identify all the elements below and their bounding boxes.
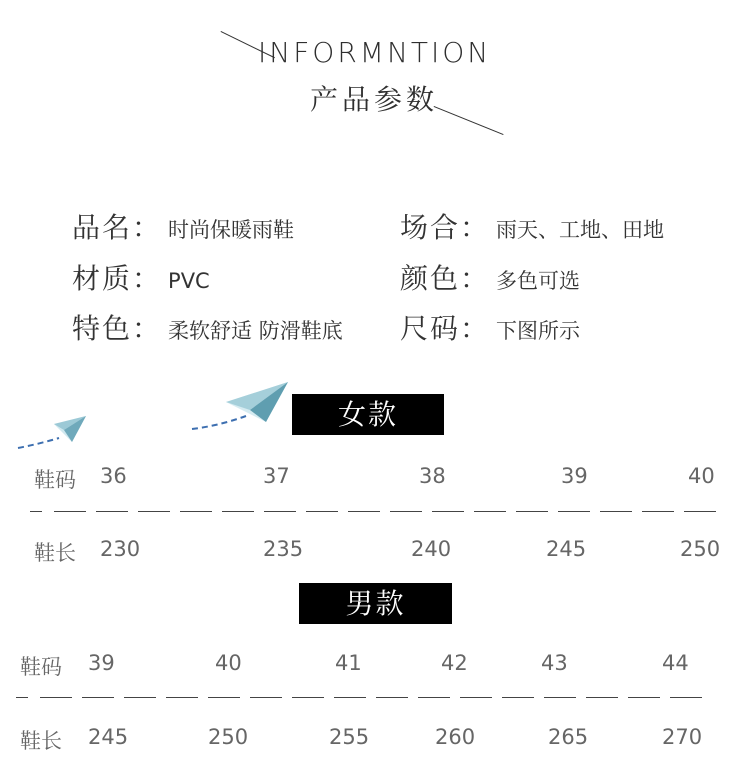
divider-dash [376,697,408,698]
divider-dash [600,511,632,512]
param-key: 场合 [400,211,461,244]
men-length-cell: 245 [88,725,129,749]
divider-dash [166,697,198,698]
men-divider [0,697,750,699]
page-title: 产品参数 [310,83,439,116]
men-size-label: 鞋码 [20,655,62,679]
param-name [72,206,294,246]
divider-dash [516,511,548,512]
men-size-cell: 43 [541,651,568,675]
param-colon: ： [460,262,489,295]
divider-dash [642,511,674,512]
women-size-cell: 39 [561,464,588,488]
men-length-cell: 265 [548,725,589,749]
param-key: 品名 [72,211,133,244]
param-occasion [400,206,664,246]
divider-dash [292,697,324,698]
divider-dash [306,511,338,512]
param-size [400,307,580,347]
women-length-cell: 240 [411,537,452,561]
param-material [72,257,210,297]
param-value: 柔软舒适 防滑鞋底 [168,319,343,343]
param-value: PVC [168,269,210,293]
param-colon: ： [460,211,489,244]
women-size-label: 鞋码 [34,468,76,492]
women-length-cell: 230 [100,537,141,561]
param-value: 时尚保暖雨鞋 [168,218,295,242]
women-divider [0,511,750,513]
param-colon: ： [460,312,489,345]
param-value: 雨天、工地、田地 [496,218,665,242]
women-length-cell: 235 [263,537,304,561]
divider-dash [180,511,212,512]
divider-dash [82,697,114,698]
divider-dash [54,511,86,512]
divider-dash [628,697,660,698]
women-length-cell: 245 [546,537,587,561]
divider-dash [474,511,506,512]
men-length-cell: 270 [662,725,703,749]
divider-dash [390,511,422,512]
women-section-label: 女款 [292,394,444,435]
men-length-cell: 260 [435,725,476,749]
param-colon: ： [132,262,161,295]
param-value: 多色可选 [496,269,581,293]
paper-plane-icon [14,410,94,455]
param-key: 特色 [72,312,133,345]
women-length-cell: 250 [680,537,721,561]
men-size-cell: 40 [215,651,242,675]
param-key: 颜色 [400,262,461,295]
divider-dash [502,697,534,698]
divider-dash [96,511,128,512]
param-key: 材质 [72,262,133,295]
men-size-cell: 44 [662,651,689,675]
divider-dash [264,511,296,512]
divider-dash [124,697,156,698]
param-colon: ： [132,211,161,244]
women-size-cell: 38 [419,464,446,488]
divider-dash [208,697,240,698]
divider-dash [40,697,72,698]
param-color [400,257,580,297]
divider-dash [30,511,42,512]
divider-dash [334,697,366,698]
men-size-cell: 41 [335,651,362,675]
women-length-label: 鞋长 [34,541,76,565]
english-title: INFORMNTION [258,36,492,69]
men-length-cell: 255 [329,725,370,749]
param-value: 下图所示 [496,319,581,343]
divider-dash [586,697,618,698]
women-size-cell: 37 [263,464,290,488]
header-decor-line-bottom [434,106,504,135]
divider-dash [432,511,464,512]
men-size-cell: 42 [441,651,468,675]
divider-dash [418,697,450,698]
paper-plane-icon [188,380,294,435]
divider-dash [670,697,702,698]
men-section-label: 男款 [299,583,452,624]
women-size-cell: 40 [688,464,715,488]
divider-dash [250,697,282,698]
param-colon: ： [132,312,161,345]
divider-dash [16,697,28,698]
param-feature [72,307,343,347]
divider-dash [460,697,492,698]
divider-dash [558,511,590,512]
divider-dash [684,511,716,512]
param-key: 尺码 [400,312,461,345]
women-size-cell: 36 [100,464,127,488]
divider-dash [544,697,576,698]
men-size-cell: 39 [88,651,115,675]
men-length-label: 鞋长 [20,729,62,753]
divider-dash [348,511,380,512]
divider-dash [138,511,170,512]
men-length-cell: 250 [208,725,249,749]
divider-dash [222,511,254,512]
